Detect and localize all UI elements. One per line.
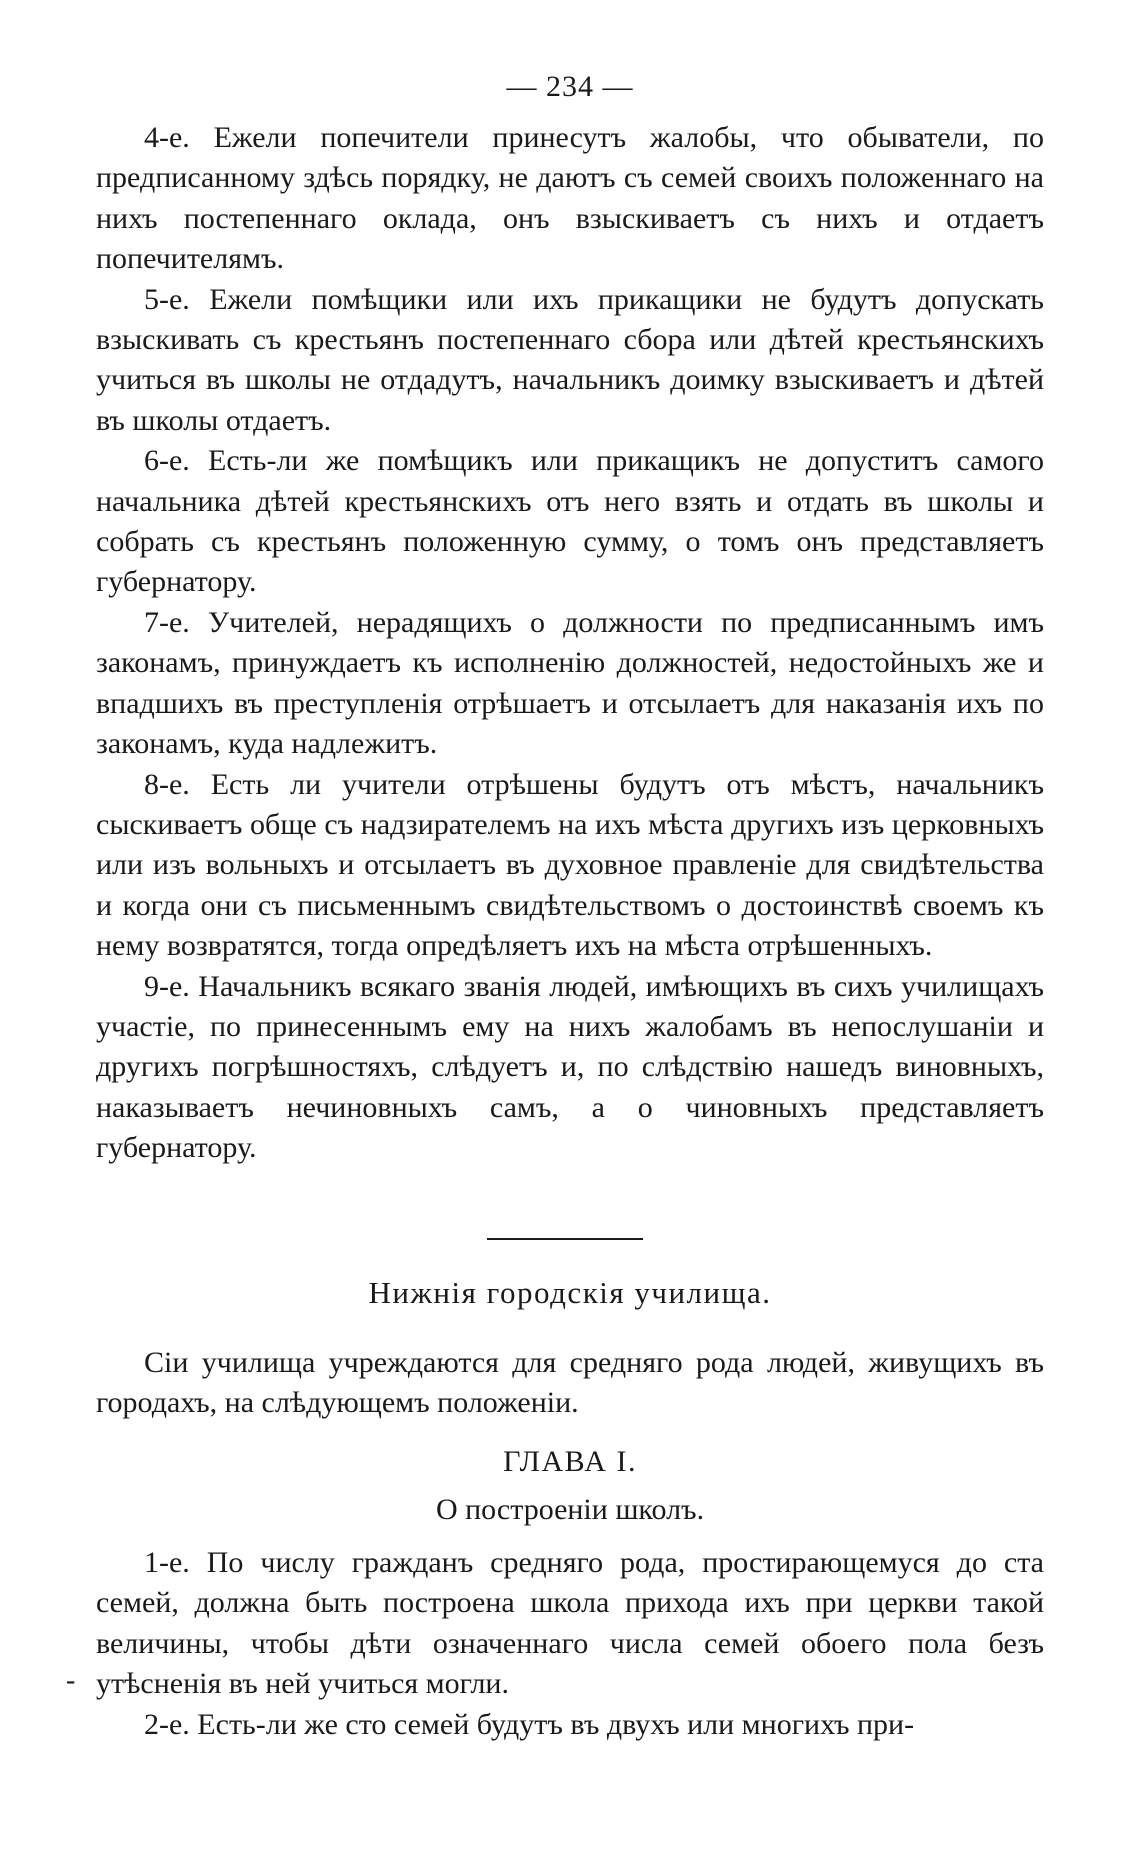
page-number: — 234 —: [506, 70, 634, 103]
chapter-body-text: [96, 1543, 1044, 1745]
section-title: Нижнія городскія училища.: [368, 1275, 772, 1310]
chapter-title: ГЛАВА I.: [503, 1445, 637, 1478]
paragraph-6: 6-е. Есть-ли же помѣщикъ или прикащикъ не допуститъ самого начальника дѣтей крестьянскихъ отъ него взять и отдать въ школы и собрать съ крестьянъ положенную сумму, о томъ онъ представляетъ губернатору.: [96, 444, 1044, 599]
chapter-paragraph-2: 2-е. Есть-ли же сто семей будутъ въ двухъ или многихъ при-: [144, 1707, 915, 1741]
paragraph-7: 7-е. Учителей, нерадящихъ о должности по предписаннымъ имъ законамъ, принуждаетъ къ исполненію должностей, недостойныхъ же и впадшихъ въ преступленія отрѣшаетъ и отсылаетъ для наказанія ихъ по законамъ, куда надлежитъ.: [96, 605, 1044, 761]
main-body-text: [96, 118, 1044, 1169]
paragraph-5: 5-е. Ежели помѣщики или ихъ прикащики не будутъ допускать взыскивать съ крестьянъ постепеннаго сбора или дѣтей крестьянскихъ учиться въ школы не отдадутъ, начальникъ доимку взыскиваетъ и дѣтей въ школы отдаетъ.: [96, 282, 1044, 437]
section-intro-block: [96, 1343, 1044, 1424]
section-divider: [487, 1238, 643, 1240]
section-intro: Сіи училища учреждаются для средняго рода людей, живущихъ въ городахъ, на слѣдующемъ положеніи.: [96, 1346, 1044, 1420]
chapter-subtitle: О построеніи школъ.: [435, 1493, 705, 1526]
paragraph-4: 4-е. Ежели попечители принесутъ жалобы, что обыватели, по предписанному здѣсь порядку, не даютъ съ семей своихъ положеннаго на нихъ постепеннаго оклада, онъ взыскиваетъ съ нихъ и отдаетъ попечителямъ.: [96, 121, 1044, 276]
chapter-paragraph-1: 1-е. По числу гражданъ средняго рода, простирающемуся до ста семей, должна быть построена школа прихода ихъ при церкви такой величины, чтобы дѣти означеннаго числа семей обоего пола безъ утѣсненія въ ней учиться могли.: [96, 1546, 1044, 1701]
paragraph-9: 9-е. Начальникъ всякаго званія людей, имѣющихъ въ сихъ училищахъ участіе, по принесеннымъ ему на нихъ жалобамъ въ непослушаніи и другихъ погрѣшностяхъ, слѣдуетъ и, по слѣдствію нашедъ виновныхъ, наказываетъ нечиновныхъ самъ, а о чиновныхъ представляетъ губернатору.: [96, 969, 1044, 1165]
margin-mark: -: [66, 1665, 76, 1696]
paragraph-8: 8-е. Есть ли учители отрѣшены будутъ отъ мѣстъ, начальникъ сыскиваетъ обще съ надзирателемъ на ихъ мѣста другихъ изъ церковныхъ или изъ вольныхъ и отсылаетъ въ духовное правленіе для свидѣтельства и когда они съ письменнымъ свидѣтельствомъ о достоинствѣ своемъ къ нему возвратятся, тогда опредѣляетъ ихъ на мѣста отрѣшенныхъ.: [96, 767, 1044, 963]
